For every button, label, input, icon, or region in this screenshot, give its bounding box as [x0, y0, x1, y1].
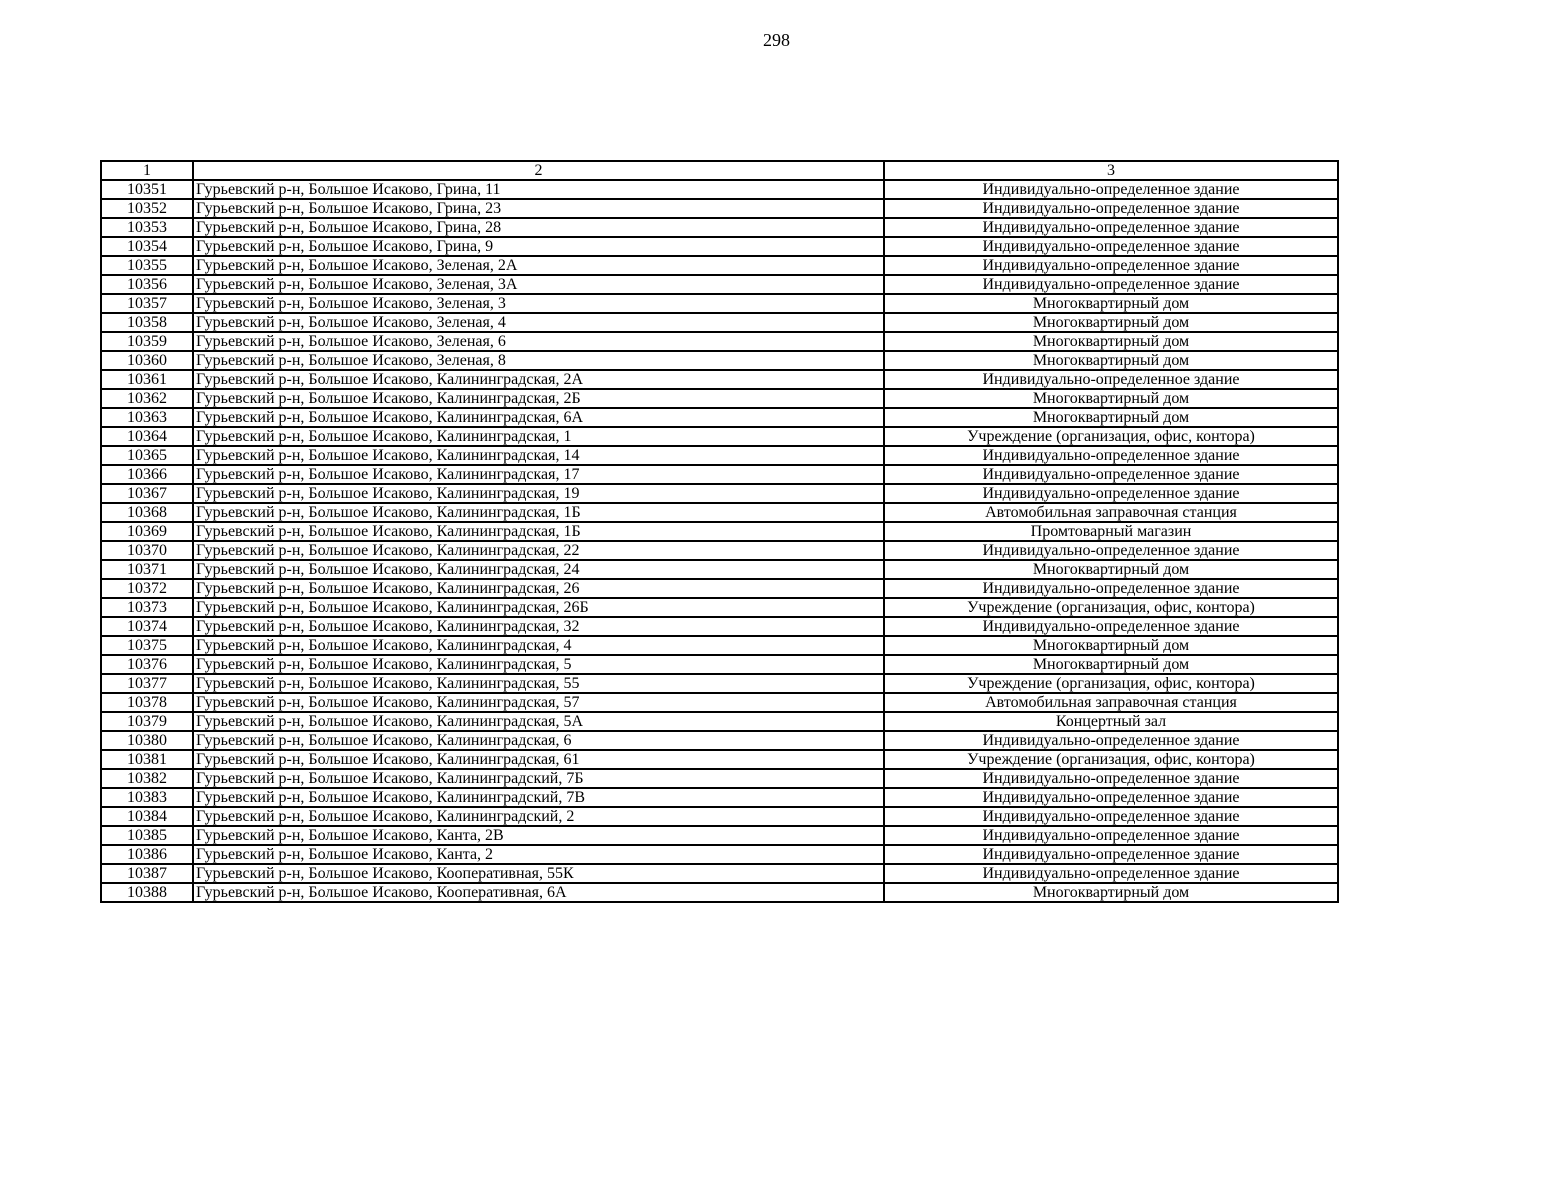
page-number: 298 [763, 30, 790, 50]
table-row [101, 560, 1338, 579]
table-row [101, 294, 1338, 313]
address-cell: Гурьевский р-н, Большое Исаково, Калининградская, 4 [193, 636, 884, 655]
object-type-cell: Индивидуально-определенное здание [884, 199, 1338, 218]
row-number-cell: 10359 [101, 332, 193, 351]
row-number-cell: 10370 [101, 541, 193, 560]
object-type-cell: Индивидуально-определенное здание [884, 807, 1338, 826]
row-number-cell: 10380 [101, 731, 193, 750]
table-row [101, 180, 1338, 199]
address-cell: Гурьевский р-н, Большое Исаково, Калининградская, 14 [193, 446, 884, 465]
address-cell: Гурьевский р-н, Большое Исаково, Зеленая, 2А [193, 256, 884, 275]
table-row [101, 408, 1338, 427]
address-cell: Гурьевский р-н, Большое Исаково, Грина, 9 [193, 237, 884, 256]
address-cell: Гурьевский р-н, Большое Исаково, Грина, 11 [193, 180, 884, 199]
row-number-cell: 10369 [101, 522, 193, 541]
row-number-cell: 10375 [101, 636, 193, 655]
table-row [101, 636, 1338, 655]
row-number-cell: 10379 [101, 712, 193, 731]
object-type-cell: Учреждение (организация, офис, контора) [884, 750, 1338, 769]
address-cell: Гурьевский р-н, Большое Исаково, Калининградская, 1Б [193, 503, 884, 522]
row-number-cell: 10376 [101, 655, 193, 674]
address-cell: Гурьевский р-н, Большое Исаково, Кооперативная, 55К [193, 864, 884, 883]
address-cell: Гурьевский р-н, Большое Исаково, Калининградская, 57 [193, 693, 884, 712]
table-row [101, 218, 1338, 237]
table-row [101, 826, 1338, 845]
object-type-cell: Индивидуально-определенное здание [884, 541, 1338, 560]
object-type-cell: Многоквартирный дом [884, 560, 1338, 579]
row-number-cell: 10381 [101, 750, 193, 769]
address-cell: Гурьевский р-н, Большое Исаково, Грина, 23 [193, 199, 884, 218]
object-type-cell: Индивидуально-определенное здание [884, 256, 1338, 275]
address-cell: Гурьевский р-н, Большое Исаково, Зеленая, 4 [193, 313, 884, 332]
row-number-cell: 10368 [101, 503, 193, 522]
address-cell: Гурьевский р-н, Большое Исаково, Калининградская, 55 [193, 674, 884, 693]
table-body [101, 180, 1338, 902]
table-row [101, 883, 1338, 902]
address-cell: Гурьевский р-н, Большое Исаково, Калининградская, 1Б [193, 522, 884, 541]
table-row [101, 845, 1338, 864]
address-cell: Гурьевский р-н, Большое Исаково, Калининградская, 5А [193, 712, 884, 731]
table-row [101, 522, 1338, 541]
address-cell: Гурьевский р-н, Большое Исаково, Калининградская, 6А [193, 408, 884, 427]
object-type-cell: Многоквартирный дом [884, 294, 1338, 313]
row-number-cell: 10372 [101, 579, 193, 598]
address-cell: Гурьевский р-н, Большое Исаково, Зеленая, 8 [193, 351, 884, 370]
object-type-cell: Учреждение (организация, офис, контора) [884, 674, 1338, 693]
address-cell: Гурьевский р-н, Большое Исаково, Кооперативная, 6А [193, 883, 884, 902]
object-type-cell: Учреждение (организация, офис, контора) [884, 598, 1338, 617]
table-row [101, 693, 1338, 712]
object-type-cell: Индивидуально-определенное здание [884, 788, 1338, 807]
row-number-cell: 10388 [101, 883, 193, 902]
object-type-cell: Многоквартирный дом [884, 389, 1338, 408]
row-number-cell: 10352 [101, 199, 193, 218]
object-type-cell: Индивидуально-определенное здание [884, 484, 1338, 503]
row-number-cell: 10362 [101, 389, 193, 408]
row-number-cell: 10382 [101, 769, 193, 788]
object-type-cell: Индивидуально-определенное здание [884, 218, 1338, 237]
row-number-cell: 10361 [101, 370, 193, 389]
object-type-cell: Многоквартирный дом [884, 636, 1338, 655]
row-number-cell: 10358 [101, 313, 193, 332]
table-row [101, 750, 1338, 769]
address-cell: Гурьевский р-н, Большое Исаково, Калининградская, 17 [193, 465, 884, 484]
row-number-cell: 10387 [101, 864, 193, 883]
table-row [101, 256, 1338, 275]
row-number-cell: 10351 [101, 180, 193, 199]
table-row [101, 351, 1338, 370]
registry-table [100, 160, 1339, 903]
object-type-cell: Учреждение (организация, офис, контора) [884, 427, 1338, 446]
address-cell: Гурьевский р-н, Большое Исаково, Калининградская, 22 [193, 541, 884, 560]
address-cell: Гурьевский р-н, Большое Исаково, Зеленая, 6 [193, 332, 884, 351]
column-header-type: 3 [884, 161, 1338, 180]
row-number-cell: 10384 [101, 807, 193, 826]
table-row [101, 370, 1338, 389]
object-type-cell: Многоквартирный дом [884, 313, 1338, 332]
table-row [101, 332, 1338, 351]
address-cell: Гурьевский р-н, Большое Исаково, Калининградская, 19 [193, 484, 884, 503]
table-row [101, 788, 1338, 807]
row-number-cell: 10374 [101, 617, 193, 636]
row-number-cell: 10365 [101, 446, 193, 465]
table-row [101, 503, 1338, 522]
table-row [101, 275, 1338, 294]
table-row [101, 579, 1338, 598]
table-row [101, 427, 1338, 446]
address-cell: Гурьевский р-н, Большое Исаково, Калининградская, 61 [193, 750, 884, 769]
table-row [101, 655, 1338, 674]
object-type-cell: Многоквартирный дом [884, 883, 1338, 902]
object-type-cell: Индивидуально-определенное здание [884, 845, 1338, 864]
row-number-cell: 10355 [101, 256, 193, 275]
table-row [101, 484, 1338, 503]
address-cell: Гурьевский р-н, Большое Исаково, Калининградский, 7В [193, 788, 884, 807]
object-type-cell: Многоквартирный дом [884, 332, 1338, 351]
row-number-cell: 10356 [101, 275, 193, 294]
object-type-cell: Индивидуально-определенное здание [884, 370, 1338, 389]
row-number-cell: 10371 [101, 560, 193, 579]
object-type-cell: Промтоварный магазин [884, 522, 1338, 541]
table-row [101, 769, 1338, 788]
table-row [101, 446, 1338, 465]
row-number-cell: 10377 [101, 674, 193, 693]
column-header-number: 1 [101, 161, 193, 180]
address-cell: Гурьевский р-н, Большое Исаково, Калининградская, 24 [193, 560, 884, 579]
address-cell: Гурьевский р-н, Большое Исаково, Калининградская, 5 [193, 655, 884, 674]
row-number-cell: 10383 [101, 788, 193, 807]
table-row [101, 237, 1338, 256]
table-row [101, 389, 1338, 408]
object-type-cell: Индивидуально-определенное здание [884, 237, 1338, 256]
address-cell: Гурьевский р-н, Большое Исаково, Калининградский, 7Б [193, 769, 884, 788]
table-row [101, 541, 1338, 560]
table-row [101, 199, 1338, 218]
table-row [101, 807, 1338, 826]
object-type-cell: Индивидуально-определенное здание [884, 275, 1338, 294]
object-type-cell: Индивидуально-определенное здание [884, 465, 1338, 484]
address-cell: Гурьевский р-н, Большое Исаково, Калининградский, 2 [193, 807, 884, 826]
object-type-cell: Концертный зал [884, 712, 1338, 731]
object-type-cell: Индивидуально-определенное здание [884, 864, 1338, 883]
row-number-cell: 10353 [101, 218, 193, 237]
table-row [101, 864, 1338, 883]
table-row [101, 674, 1338, 693]
address-cell: Гурьевский р-н, Большое Исаково, Калининградская, 26Б [193, 598, 884, 617]
address-cell: Гурьевский р-н, Большое Исаково, Калининградская, 26 [193, 579, 884, 598]
table-header-row [101, 161, 1338, 180]
object-type-cell: Многоквартирный дом [884, 408, 1338, 427]
table-row [101, 465, 1338, 484]
row-number-cell: 10354 [101, 237, 193, 256]
table-row [101, 617, 1338, 636]
object-type-cell: Автомобильная заправочная станция [884, 693, 1338, 712]
address-cell: Гурьевский р-н, Большое Исаково, Зеленая, 3 [193, 294, 884, 313]
address-cell: Гурьевский р-н, Большое Исаково, Канта, 2 [193, 845, 884, 864]
table-row [101, 712, 1338, 731]
table-row [101, 598, 1338, 617]
row-number-cell: 10378 [101, 693, 193, 712]
table-row [101, 731, 1338, 750]
row-number-cell: 10366 [101, 465, 193, 484]
column-header-address: 2 [193, 161, 884, 180]
row-number-cell: 10360 [101, 351, 193, 370]
address-cell: Гурьевский р-н, Большое Исаково, Зеленая, 3А [193, 275, 884, 294]
object-type-cell: Многоквартирный дом [884, 655, 1338, 674]
address-cell: Гурьевский р-н, Большое Исаково, Калининградская, 2Б [193, 389, 884, 408]
address-cell: Гурьевский р-н, Большое Исаково, Грина, 28 [193, 218, 884, 237]
object-type-cell: Индивидуально-определенное здание [884, 180, 1338, 199]
object-type-cell: Многоквартирный дом [884, 351, 1338, 370]
address-cell: Гурьевский р-н, Большое Исаково, Калининградская, 32 [193, 617, 884, 636]
object-type-cell: Индивидуально-определенное здание [884, 579, 1338, 598]
object-type-cell: Автомобильная заправочная станция [884, 503, 1338, 522]
row-number-cell: 10357 [101, 294, 193, 313]
table-row [101, 313, 1338, 332]
object-type-cell: Индивидуально-определенное здание [884, 826, 1338, 845]
address-cell: Гурьевский р-н, Большое Исаково, Калининградская, 2А [193, 370, 884, 389]
row-number-cell: 10363 [101, 408, 193, 427]
address-cell: Гурьевский р-н, Большое Исаково, Калининградская, 6 [193, 731, 884, 750]
row-number-cell: 10364 [101, 427, 193, 446]
object-type-cell: Индивидуально-определенное здание [884, 731, 1338, 750]
row-number-cell: 10385 [101, 826, 193, 845]
address-cell: Гурьевский р-н, Большое Исаково, Канта, 2В [193, 826, 884, 845]
address-cell: Гурьевский р-н, Большое Исаково, Калининградская, 1 [193, 427, 884, 446]
object-type-cell: Индивидуально-определенное здание [884, 617, 1338, 636]
row-number-cell: 10373 [101, 598, 193, 617]
row-number-cell: 10367 [101, 484, 193, 503]
object-type-cell: Индивидуально-определенное здание [884, 446, 1338, 465]
object-type-cell: Индивидуально-определенное здание [884, 769, 1338, 788]
row-number-cell: 10386 [101, 845, 193, 864]
